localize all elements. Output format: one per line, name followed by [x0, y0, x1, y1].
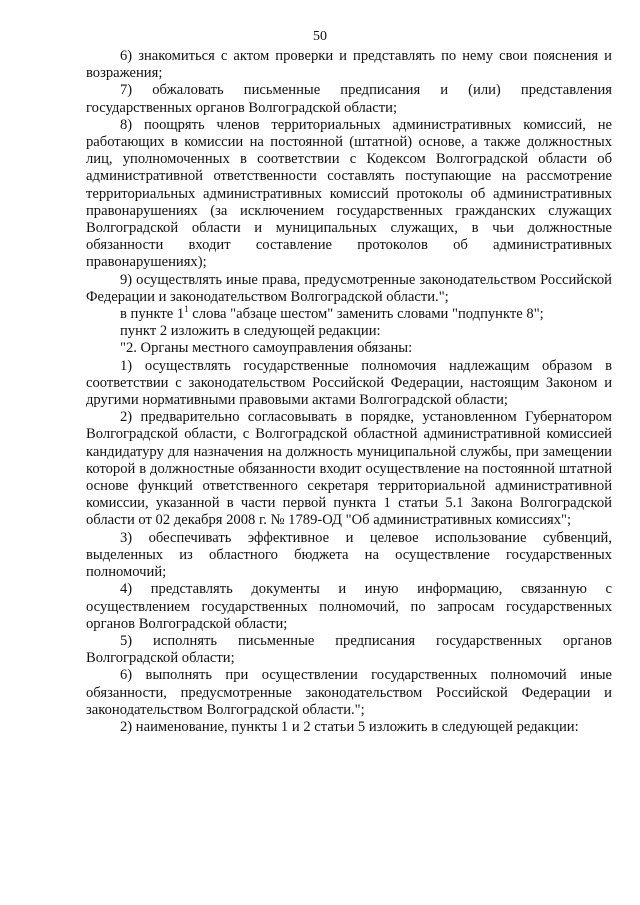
document-body [86, 48, 612, 736]
amendment-superscript: 1 [184, 304, 189, 315]
point-2-instruction: пункт 2 изложить в следующей редакции: [120, 323, 381, 340]
section-heading: "2. Органы местного самоуправления обязаны: [120, 340, 413, 357]
obligation-item-2: 2) предварительно согласовывать в порядке, установленном Губернатором Волгоградской области, с Волгоградской областной административной комиссией кандидатуру для назначения на должность муниципальной службы, при замещении которой в должностные обязанности входит осуществление на постоянной штатной основе функций ответственного секретаря территориальной административной комиссии, указанной в части первой пункта 1 статьи 5.1 Закона Волгоградской области от 02 декабря 2008 г. № 1789-ОД "Об административных комиссиях"; [86, 409, 612, 529]
page-number: 50 [313, 29, 327, 44]
obligation-item-6: 6) выполнять при осуществлении государственных полномочий иные обязанности, предусмотренные законодательством Российской Федерации и законодательством Волгоградской области."; [86, 667, 612, 718]
amendment-line [86, 306, 612, 323]
paragraph-item-8: 8) поощрять членов территориальных административных комиссий, не работающих в комиссии на постоянной (штатной) основе, а также должностных лиц, уполномоченных в соответствии с Кодексом Волгоградской области об административной ответственности составлять поступающие на рассмотрение территориальных административных комиссий протоколы об административных правонарушениях (за исключением государственных гражданских служащих Волгоградской области и муниципальных служащих, в чьи должностные обязанности входит составление протоколов об административных правонарушениях); [86, 116, 612, 271]
obligation-item-1: 1) осуществлять государственные полномочия надлежащим образом в соответствии с законодательством Российской Федерации, настоящим Законом и другими нормативными правовыми актами Волгоградской области; [86, 357, 612, 409]
paragraph-item-6: 6) знакомиться с актом проверки и представлять по нему свои пояснения и возражения; [86, 48, 612, 82]
amendment-item-2: 2) наименование, пункты 1 и 2 статьи 5 изложить в следующей редакции: [120, 718, 579, 735]
amendment-text-after: слова "абзаце шестом" заменить словами "подпункте 8"; [188, 306, 544, 323]
obligation-item-4: 4) представлять документы и иную информацию, связанную с осуществлением государственных полномочий, по запросам государственных органов Волгоградской области; [86, 581, 612, 632]
obligation-item-5: 5) исполнять письменные предписания государственных органов Волгоградской области; [86, 632, 612, 667]
paragraph-item-9: 9) осуществлять иные права, предусмотренные законодательством Российской Федерации и законодательством Волгоградской области."; [86, 271, 612, 305]
amendment-text-before: в пункте 1 [120, 306, 185, 323]
paragraph-item-7: 7) обжаловать письменные предписания и (или) представления государственных органов Волгоградской области; [86, 82, 612, 116]
obligation-item-3: 3) обеспечивать эффективное и целевое использование субвенций, выделенных из областного бюджета на осуществление государственных полномочий; [86, 529, 612, 581]
